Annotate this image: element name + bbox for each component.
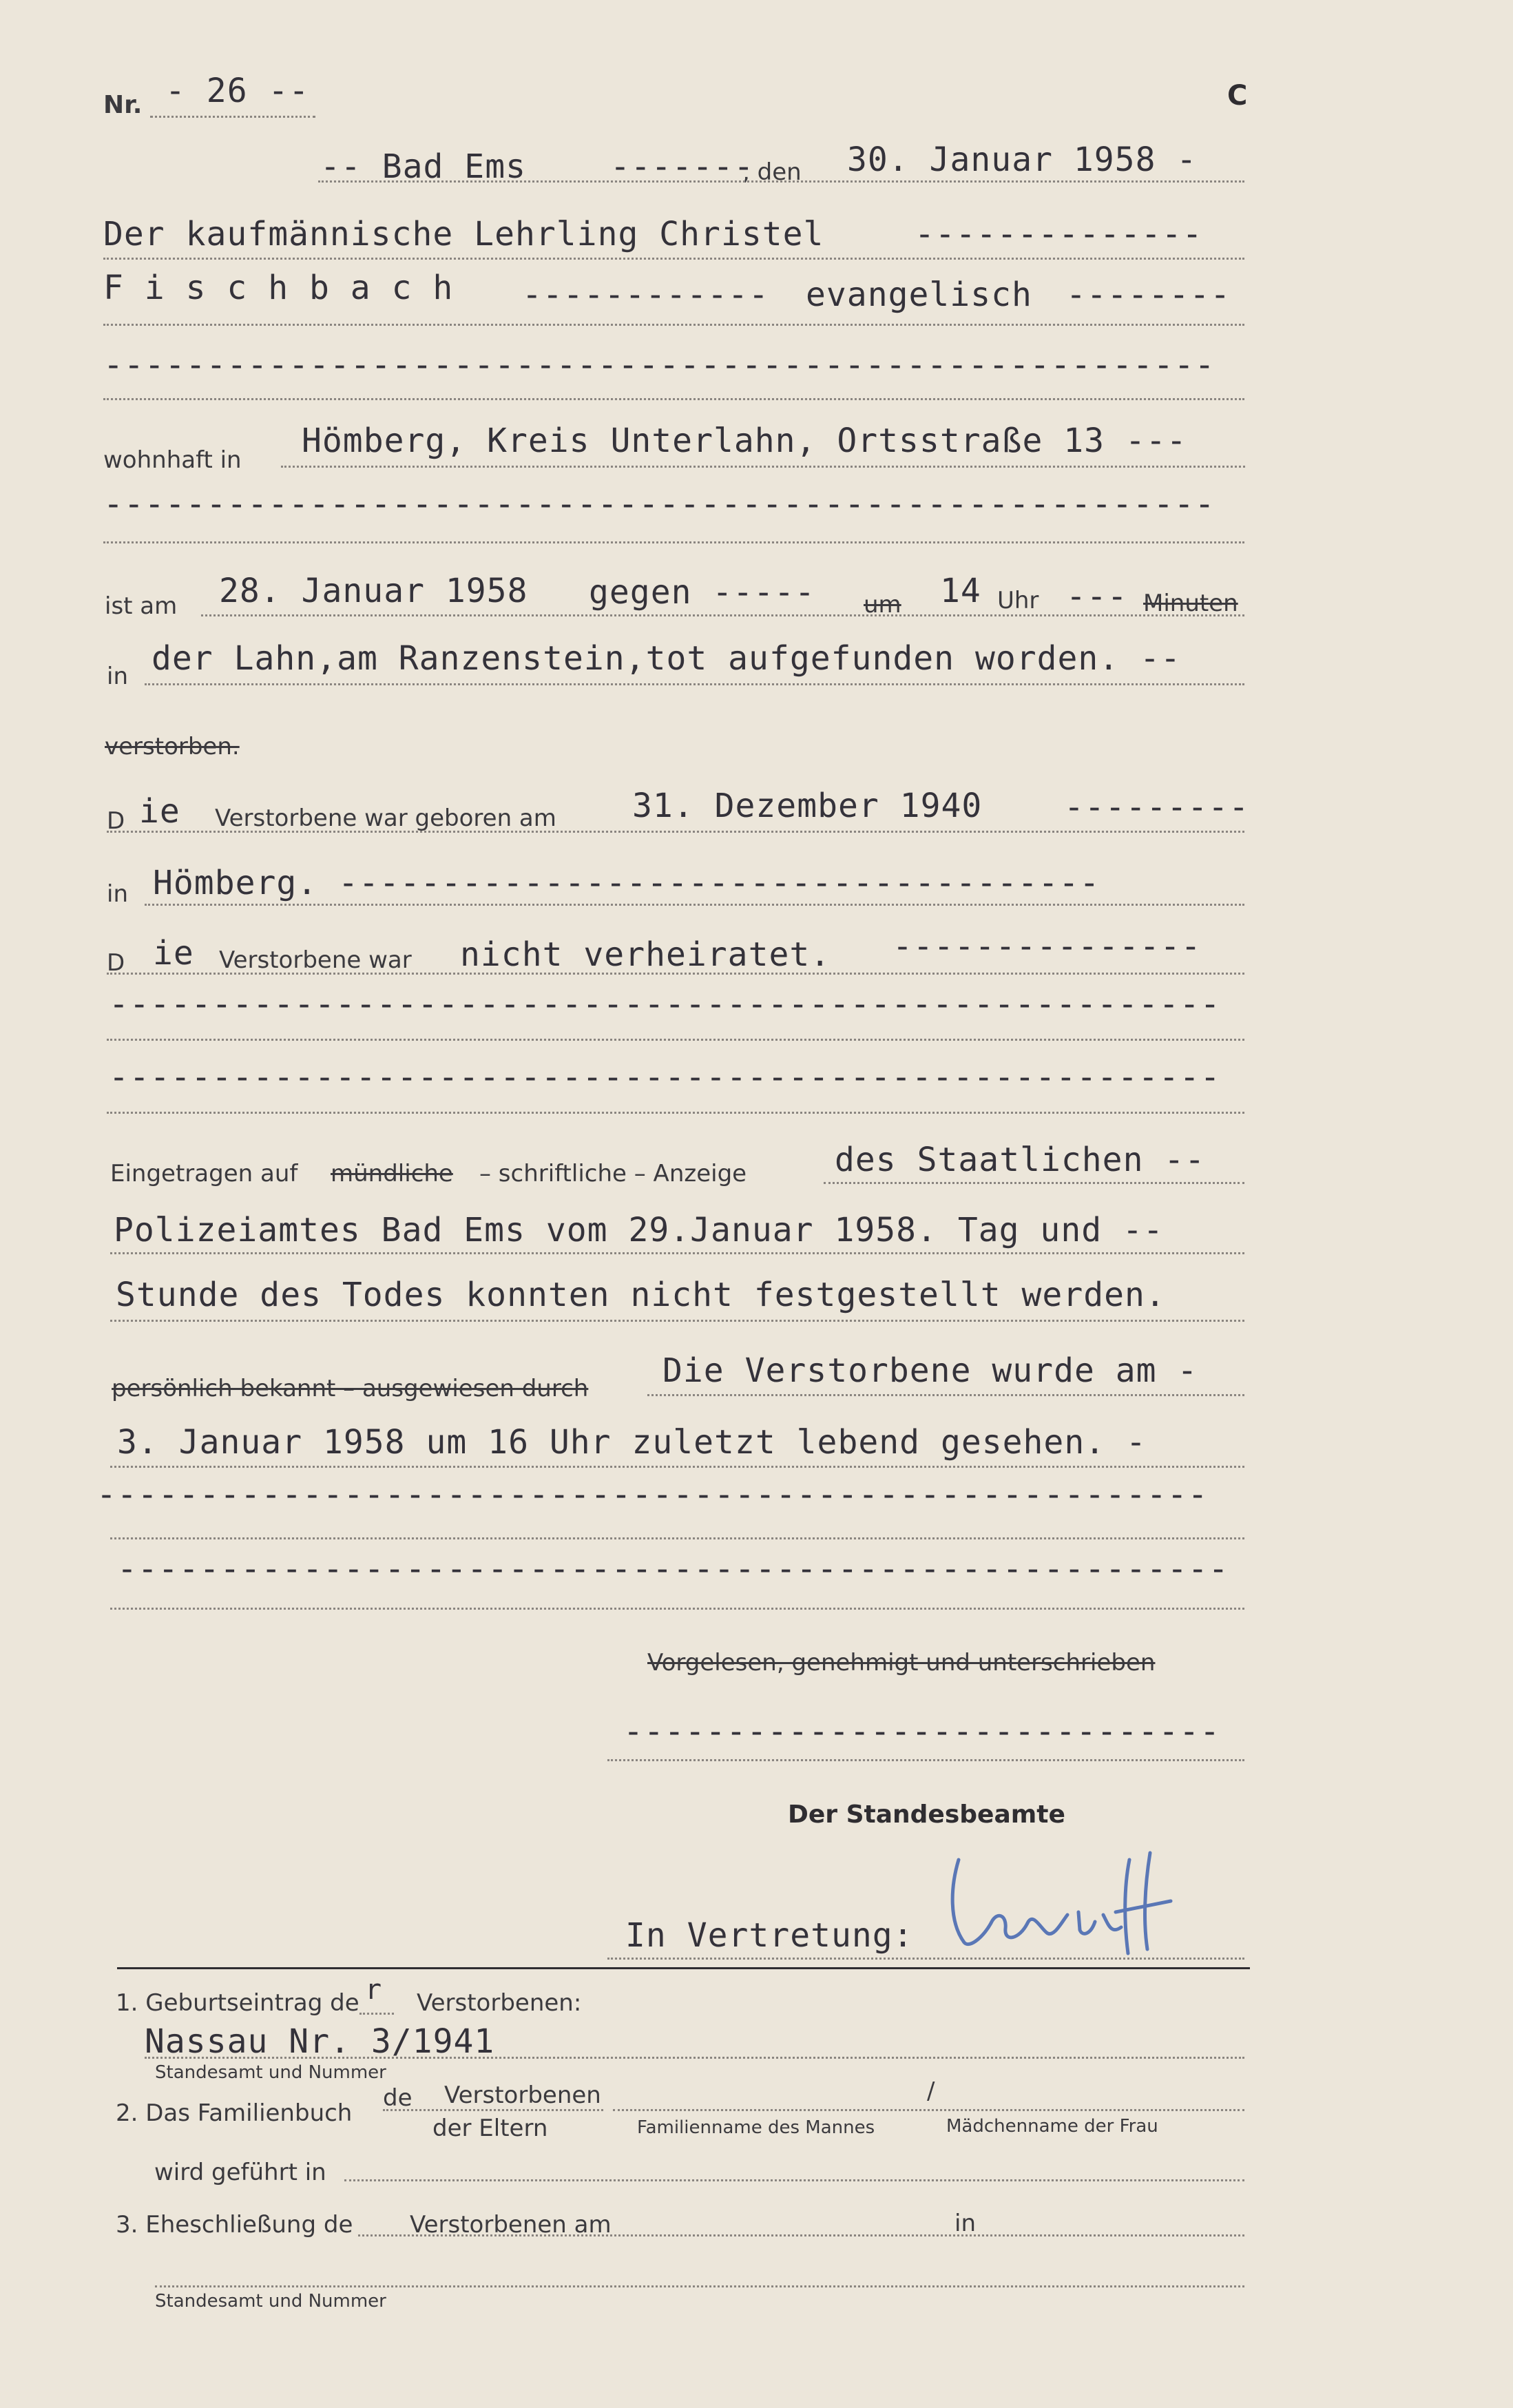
footer-item2-slash: / xyxy=(927,2077,935,2105)
dotted-line xyxy=(318,180,1244,183)
birth-ie: ie xyxy=(139,792,180,831)
fill-dashes: ------------------------------------------------------ xyxy=(103,485,1215,523)
schriftliche-anzeige-label: – schriftliche – Anzeige xyxy=(479,1160,747,1187)
dotted-line xyxy=(281,466,1245,468)
footer-item1-caption: Standesamt und Nummer xyxy=(155,2062,386,2083)
minuten-fill: --- xyxy=(1066,577,1128,616)
dotted-line xyxy=(103,398,1244,400)
fill-dashes: -------- xyxy=(1066,276,1231,314)
dotted-line xyxy=(107,1112,1244,1114)
dotted-line xyxy=(107,831,1244,833)
uhr-label: Uhr xyxy=(997,587,1039,614)
dotted-line xyxy=(145,683,1244,685)
footer-item3-caption: Standesamt und Nummer xyxy=(155,2291,386,2312)
fill-dashes: ------------------------------------------------------ xyxy=(109,985,1221,1024)
footer-item3-in: in xyxy=(954,2210,976,2237)
nr-label: Nr. xyxy=(103,91,143,119)
dotted-line xyxy=(647,1394,1244,1396)
fill-dashes: --------- xyxy=(1064,788,1250,827)
marital-value: nicht verheiratet. xyxy=(460,935,831,974)
dotted-line xyxy=(613,2109,1244,2111)
footer-item1-label2: Verstorbenen: xyxy=(417,1989,582,2017)
registration-line: des Staatlichen -- xyxy=(835,1141,1206,1179)
footer-rule xyxy=(117,1967,1250,1969)
fill-dashes: ------------------------------------------------------ xyxy=(109,1058,1221,1097)
footer-item1-value: Nassau Nr. 3/1941 xyxy=(145,2022,495,2061)
death-place: der Lahn,am Ranzenstein,tot aufgefunden worden. -- xyxy=(152,639,1181,678)
residence-label: wohnhaft in xyxy=(103,446,242,474)
registration-line: Die Verstorbene wurde am - xyxy=(662,1351,1198,1390)
dotted-line xyxy=(110,1608,1244,1610)
dotted-line xyxy=(155,2285,1244,2287)
death-date: 28. Januar 1958 xyxy=(219,572,528,610)
fill-dashes: -------------- xyxy=(915,215,1203,253)
muendliche-label: mündliche xyxy=(331,1160,453,1187)
birth-place: Hömberg. ------------------------------------- xyxy=(153,864,1100,902)
dotted-line xyxy=(107,1039,1244,1041)
vorgelesen-label: Vorgelesen, genehmigt und unterschrieben xyxy=(647,1649,1156,1677)
fill-dashes: ------------ xyxy=(522,276,769,314)
birth-d-label: D xyxy=(107,807,125,835)
footer-item2-mann: Familienname des Mannes xyxy=(637,2117,875,2138)
den-label: , den xyxy=(742,158,802,186)
dotted-line xyxy=(103,258,1244,260)
footer-item3-label: 3. Eheschließung de xyxy=(116,2211,353,2239)
um-label: um xyxy=(864,591,901,619)
persoenlich-label: persönlich bekannt – ausgewiesen durch xyxy=(112,1375,589,1402)
nr-value: - 26 -- xyxy=(165,72,310,110)
dotted-line xyxy=(103,324,1244,326)
residence-value: Hömberg, Kreis Unterlahn, Ortsstraße 13 --- xyxy=(302,422,1187,460)
dotted-line xyxy=(145,2057,1244,2059)
verstorben-label: verstorben. xyxy=(105,733,240,760)
dotted-line xyxy=(359,2013,394,2015)
dotted-line xyxy=(110,1466,1244,1468)
signature-image xyxy=(943,1846,1191,1970)
vertretung-label: In Vertretung: xyxy=(625,1916,914,1955)
registration-line: Stunde des Todes konnten nicht festgestellt werden. xyxy=(116,1276,1166,1314)
dotted-line xyxy=(824,1182,1244,1184)
standesbeamte-label: Der Standesbeamte xyxy=(788,1800,1065,1829)
dotted-line xyxy=(383,2109,603,2111)
footer-item2-de: de xyxy=(383,2084,413,2112)
death-gegen: gegen ----- xyxy=(589,573,815,612)
footer-item2-frau: Mädchenname der Frau xyxy=(946,2116,1158,2137)
birth-label: Verstorbene war geboren am xyxy=(215,805,556,832)
dotted-line xyxy=(358,2234,1244,2236)
registration-line: 3. Januar 1958 um 16 Uhr zuletzt lebend gesehen. - xyxy=(117,1423,1147,1462)
birth-in-label: in xyxy=(107,880,128,908)
footer-item1-r: r xyxy=(365,1974,383,2006)
fill-dashes: ------------------------------------------------------ xyxy=(103,346,1215,384)
surname: F i s c h b a c h xyxy=(103,269,454,307)
dotted-line xyxy=(110,1537,1244,1539)
dotted-line xyxy=(107,973,1244,975)
nr-dotted-line xyxy=(150,116,315,118)
marital-ie: ie xyxy=(153,934,194,973)
dotted-line xyxy=(607,1759,1244,1761)
registration-label: Eingetragen auf xyxy=(110,1160,298,1187)
dotted-line xyxy=(145,904,1244,906)
registration-line: Polizeiamtes Bad Ems vom 29.Januar 1958. Tag und -- xyxy=(114,1211,1164,1249)
minuten-label: Minuten xyxy=(1143,590,1238,617)
footer-item2-label: 2. Das Familienbuch xyxy=(116,2099,353,2127)
birth-date: 31. Dezember 1940 xyxy=(632,787,983,825)
fill-dashes: ------------------------------------------------------ xyxy=(96,1475,1209,1514)
person-line: Der kaufmännische Lehrling Christel xyxy=(103,215,824,253)
registry-place: -- Bad Ems xyxy=(320,147,526,186)
footer-item2-verstorbenen: Verstorbenen xyxy=(444,2082,601,2109)
in-label: in xyxy=(107,663,128,690)
death-hour: 14 xyxy=(940,572,981,610)
footer-item2-eltern: der Eltern xyxy=(432,2115,548,2142)
registry-date: 30. Januar 1958 - xyxy=(847,141,1198,179)
footer-item1-label: 1. Geburtseintrag de xyxy=(116,1989,359,2017)
fill-dashes: ------------------------------------------------------ xyxy=(117,1550,1229,1588)
dotted-line xyxy=(110,1252,1244,1254)
dotted-line xyxy=(103,541,1244,543)
marital-label: Verstorbene war xyxy=(219,946,412,974)
footer-item3-verstorbenen: Verstorbenen am xyxy=(410,2211,612,2239)
religion: evangelisch xyxy=(806,276,1032,314)
place-separator: ------- xyxy=(610,147,755,186)
dotted-line xyxy=(110,1320,1244,1322)
corner-mark: C xyxy=(1227,80,1248,112)
dotted-line xyxy=(344,2179,1244,2181)
fill-dashes: ----------------------------- xyxy=(623,1712,1221,1751)
ist-am-label: ist am xyxy=(105,592,178,620)
footer-item2-gefuehrt: wird geführt in xyxy=(154,2159,326,2186)
fill-dashes: --------------- xyxy=(893,927,1202,966)
marital-d-label: D xyxy=(107,949,125,977)
dotted-line xyxy=(201,614,1244,616)
